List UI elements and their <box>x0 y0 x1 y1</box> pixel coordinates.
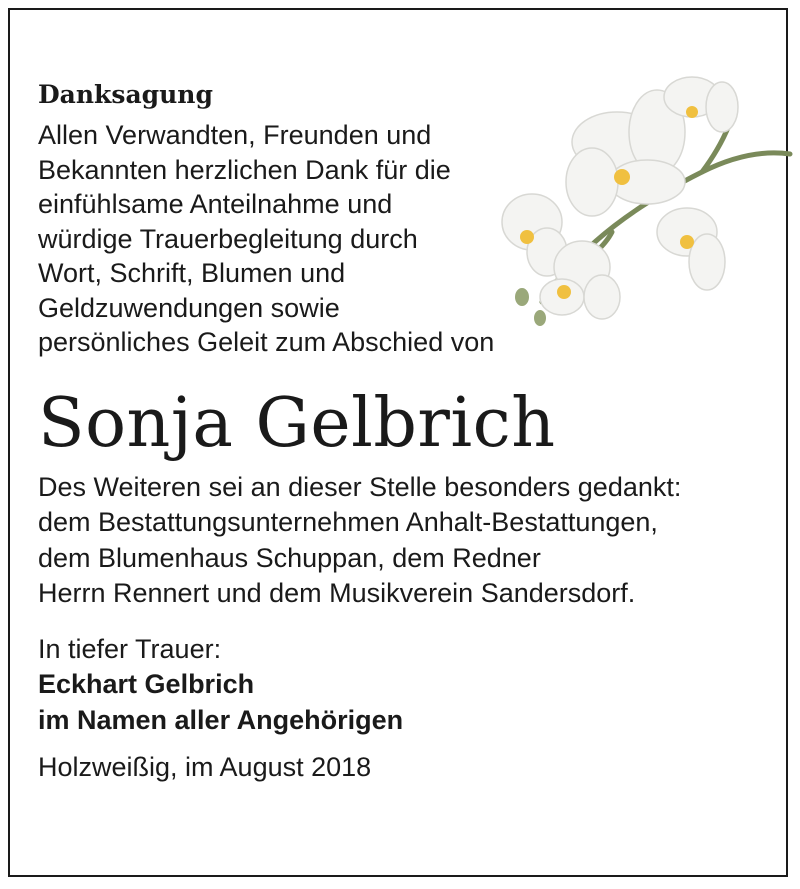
thanks-line: Des Weiteren sei an dieser Stelle besonders gedankt: <box>38 471 682 502</box>
intro-line: einfühlsame Anteilnahme und <box>38 189 393 219</box>
intro-line: Bekannten herzlichen Dank für die <box>38 154 451 185</box>
mourning-label: In tiefer Trauer: <box>38 633 222 664</box>
intro-line: Geldzuwendungen sowie <box>38 292 340 323</box>
intro-line: Wort, Schrift, Blumen und <box>38 258 346 288</box>
thanks-line: Herrn Rennert und dem Musikverein Sandersdorf. <box>38 578 636 608</box>
thanks-line: dem Blumenhaus Schuppan, dem Redner <box>38 542 541 573</box>
intro-line: Allen Verwandten, Freunden und <box>38 120 432 150</box>
heading: Danksagung <box>38 80 213 109</box>
mourner-name: Eckhart Gelbrich <box>38 669 255 699</box>
mourner-line: im Namen aller Angehörigen <box>38 704 404 735</box>
place-date: Holzweißig, im August 2018 <box>38 752 372 782</box>
intro-line: würdige Trauerbegleitung durch <box>38 223 418 254</box>
notice-content <box>38 78 738 785</box>
intro-line: persönliches Geleit zum Abschied von <box>38 327 495 357</box>
intro-text <box>38 118 738 360</box>
thanks-line: dem Bestattungsunternehmen Anhalt-Bestattungen, <box>38 507 658 537</box>
deceased-name: Sonja Gelbrich <box>38 383 556 463</box>
thanks-text <box>38 470 738 612</box>
mourning-block <box>38 632 738 739</box>
